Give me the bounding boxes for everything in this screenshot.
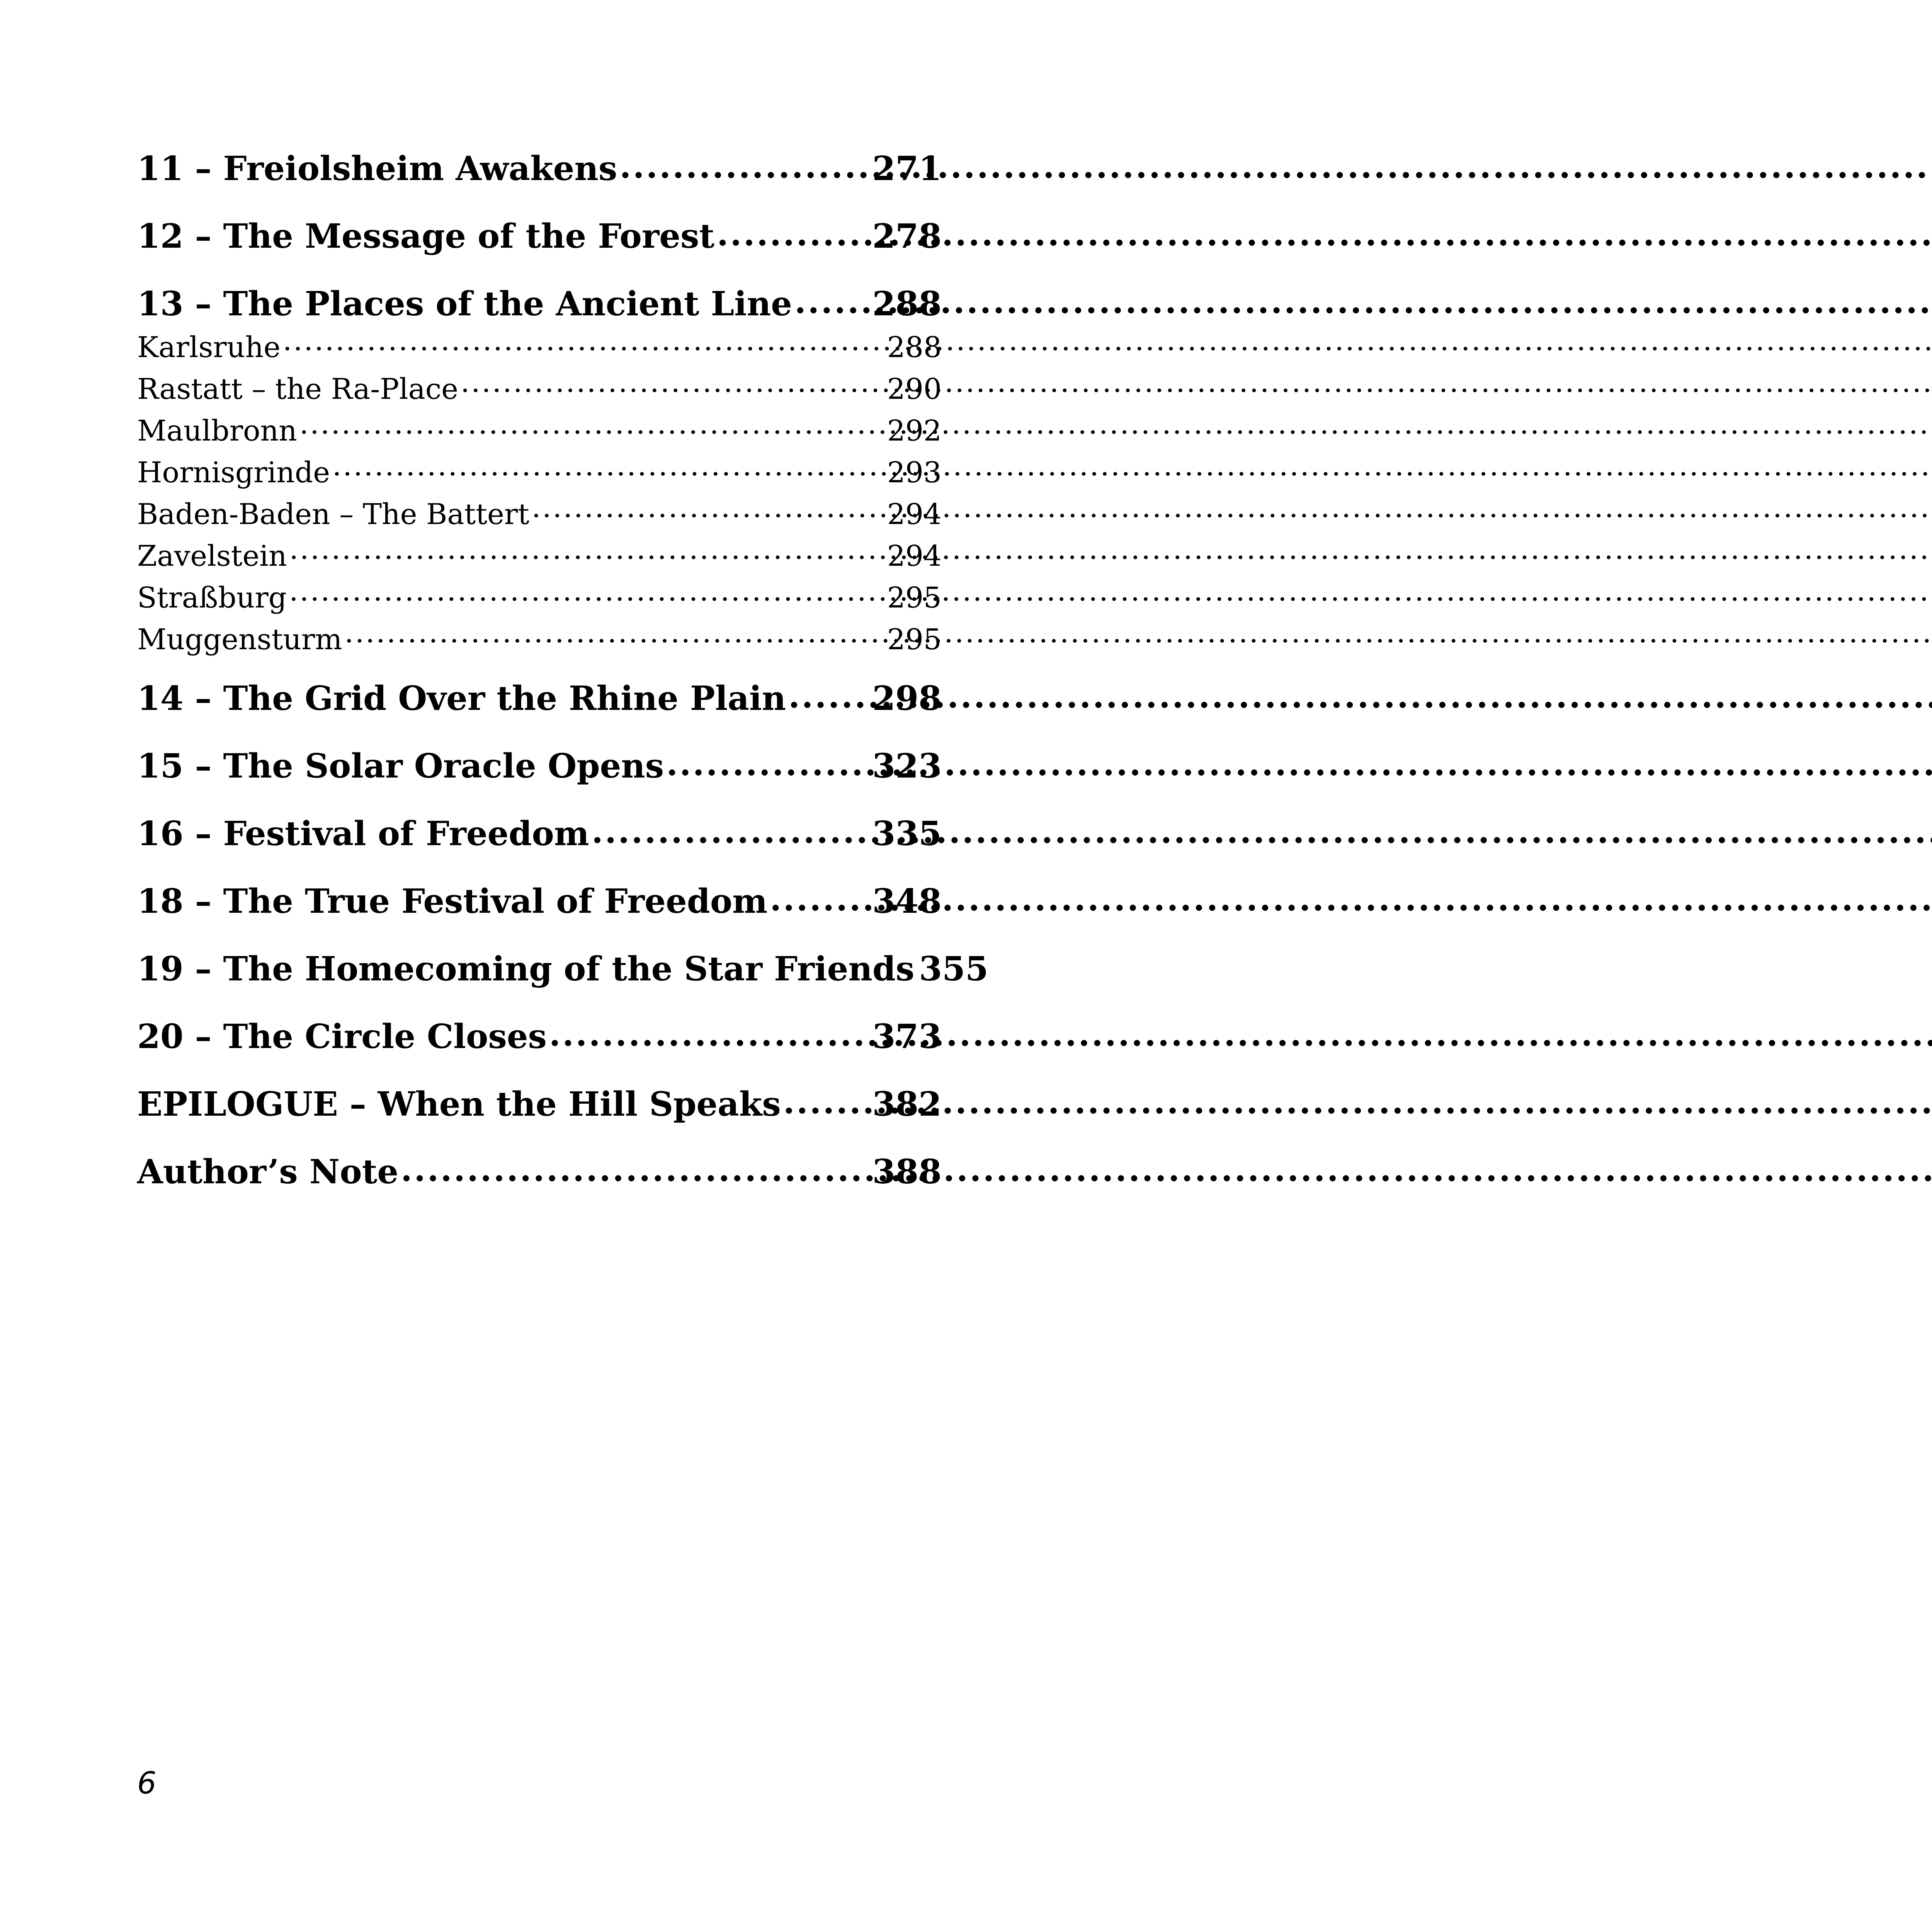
toc-entry-page-number: 373 bbox=[872, 1017, 942, 1056]
toc-entry-title: Hornisgrinde bbox=[137, 456, 330, 489]
toc-entry-chapter-13[interactable] bbox=[137, 282, 942, 323]
toc-entry-chapter-12[interactable] bbox=[137, 214, 942, 255]
toc-entry-chapter-15[interactable] bbox=[137, 744, 942, 785]
dot-leader bbox=[532, 495, 885, 524]
dot-leader bbox=[345, 621, 885, 649]
toc-entry-title: Karlsruhe bbox=[137, 331, 281, 364]
toc-entry-page-number: 288 bbox=[887, 331, 942, 364]
dot-leader bbox=[289, 537, 885, 566]
toc-entry-page-number: 278 bbox=[872, 217, 942, 256]
toc-entry-epilogue[interactable] bbox=[137, 1082, 942, 1123]
toc-entry-title: 20 – The Circle Closes bbox=[137, 1017, 547, 1056]
toc-entry-title: Baden-Baden – The Battert bbox=[137, 498, 529, 531]
toc-entry-page-number: 290 bbox=[887, 373, 942, 406]
toc-entry-title: 11 – Freiolsheim Awakens bbox=[137, 149, 617, 188]
toc-entry-title: Maulbronn bbox=[137, 414, 297, 448]
toc-entry-page-number: 388 bbox=[872, 1152, 942, 1191]
dot-leader bbox=[289, 579, 885, 607]
dot-leader bbox=[332, 454, 885, 482]
table-of-contents bbox=[137, 147, 988, 1191]
dot-leader bbox=[717, 214, 870, 248]
toc-entry-chapter-14[interactable] bbox=[137, 677, 942, 717]
toc-entry-page-number: 335 bbox=[872, 814, 942, 853]
toc-entry-title: 14 – The Grid Over the Rhine Plain bbox=[137, 679, 786, 718]
toc-entry-page-number: 382 bbox=[872, 1085, 942, 1124]
toc-entry-title: EPILOGUE – When the Hill Speaks bbox=[137, 1085, 781, 1124]
toc-entry-page-number: 298 bbox=[872, 679, 942, 718]
toc-entry-title: 16 – Festival of Freedom bbox=[137, 814, 589, 853]
toc-entry-title: Author’s Note bbox=[137, 1152, 399, 1191]
toc-entry-page-number: 292 bbox=[887, 414, 942, 448]
toc-entry-title: 13 – The Places of the Ancient Line bbox=[137, 284, 793, 323]
toc-entry-chapter-20[interactable] bbox=[137, 1015, 942, 1055]
toc-entry-chapter-16[interactable] bbox=[137, 812, 942, 853]
page-number: 6 bbox=[137, 1766, 156, 1801]
toc-entry-page-number: 295 bbox=[887, 623, 942, 656]
toc-entry-title: 15 – The Solar Oracle Opens bbox=[137, 747, 664, 786]
toc-entry-title: Muggensturm bbox=[137, 623, 342, 656]
toc-entry-page-number: 294 bbox=[887, 539, 942, 573]
toc-entry-page-number: 294 bbox=[887, 498, 942, 531]
toc-entry-authors-note[interactable] bbox=[137, 1150, 942, 1191]
toc-entry-chapter-19[interactable] bbox=[137, 947, 988, 989]
toc-entry-title: Rastatt – the Ra-Place bbox=[137, 373, 458, 406]
toc-entry-chapter-11[interactable] bbox=[137, 147, 942, 187]
dot-leader bbox=[783, 1082, 870, 1116]
toc-entry-title: 18 – The True Festival of Freedom bbox=[137, 882, 768, 921]
dot-leader bbox=[788, 677, 870, 710]
toc-entry-page-number: 271 bbox=[872, 149, 942, 188]
toc-entry-page-number: 323 bbox=[872, 747, 942, 786]
toc-entry-title: Zavelstein bbox=[137, 539, 287, 573]
toc-entry-chapter-18[interactable] bbox=[137, 880, 942, 920]
dot-leader bbox=[401, 1150, 870, 1183]
dot-leader bbox=[619, 147, 870, 180]
dot-leader bbox=[794, 282, 870, 315]
toc-entry-section-muggensturm[interactable] bbox=[137, 619, 942, 660]
dot-leader bbox=[592, 812, 870, 845]
toc-entry-title: 12 – The Message of the Forest bbox=[137, 217, 715, 256]
toc-entry-title: 19 – The Homecoming of the Star Friends bbox=[137, 949, 915, 989]
toc-entry-title: Straßburg bbox=[137, 581, 287, 614]
dot-leader bbox=[549, 1015, 870, 1048]
dot-leader bbox=[283, 328, 885, 357]
toc-entry-page-number: 355 bbox=[919, 949, 988, 989]
dot-leader bbox=[666, 744, 870, 778]
toc-entry-page-number: 293 bbox=[887, 456, 942, 489]
toc-entry-page-number: 288 bbox=[872, 284, 942, 323]
dot-leader bbox=[770, 880, 870, 913]
toc-entry-page-number: 295 bbox=[887, 581, 942, 614]
toc-entry-page-number: 348 bbox=[872, 882, 942, 921]
dot-leader bbox=[461, 370, 885, 399]
dot-leader bbox=[299, 412, 885, 441]
